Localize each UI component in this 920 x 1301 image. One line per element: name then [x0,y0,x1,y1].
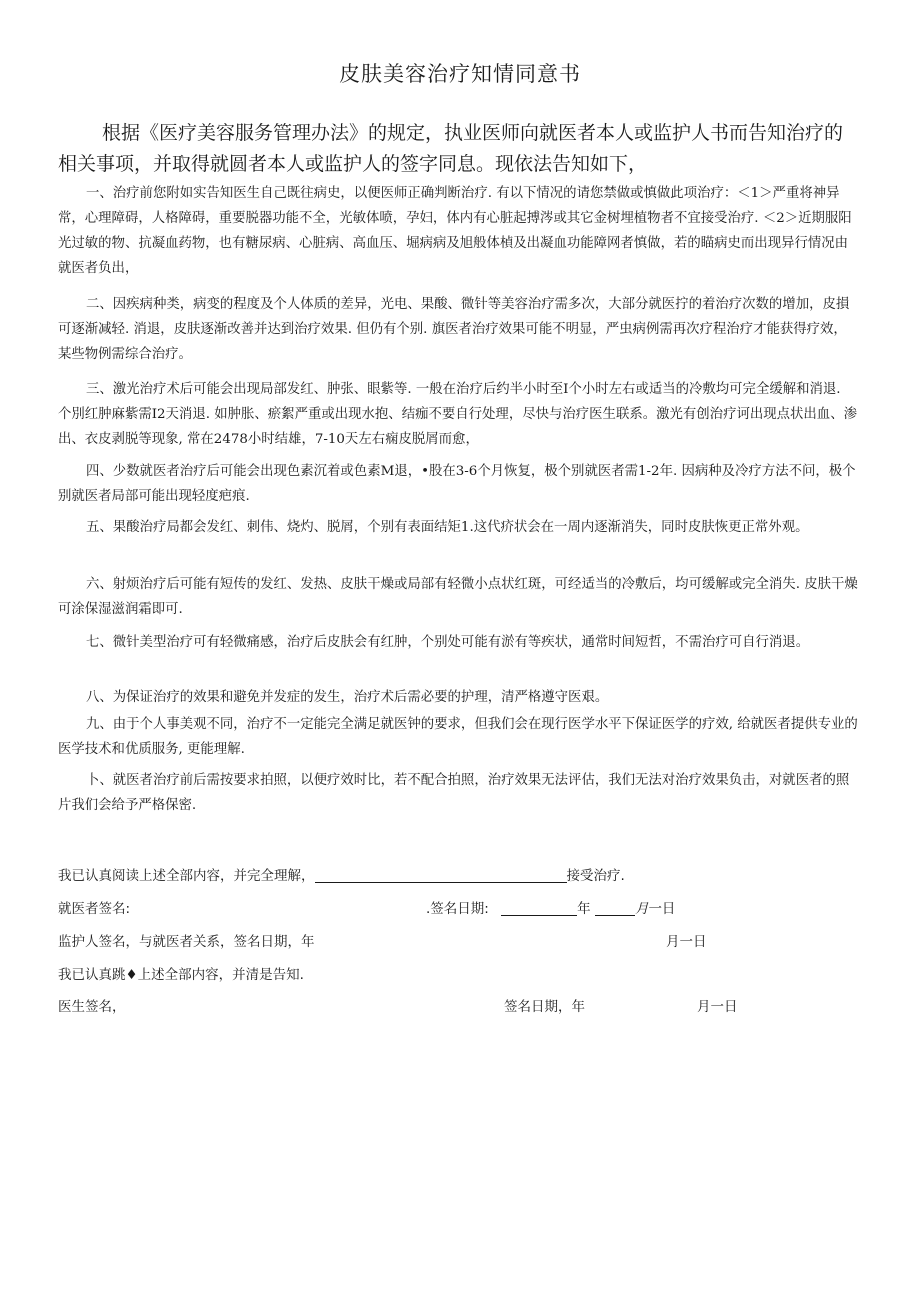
guardian-signature-line: 监护人签名，与就医者关系，签名日期，年 [58,934,315,950]
intro-paragraph: 根据《医疗美容服务管理办法》的规定，执业医师向就医者本人或监护人书而告知治疗的相关事项，并取得就圆者本人或监护人的签字同息。现依法告知如下， [58,122,844,175]
doctor-signature-label: 医生签名， [58,999,126,1015]
day-label: 一日 [648,901,676,917]
document-title: 皮肤美容治疗知情同意书 [339,62,581,86]
consent-section-10: 卜、就医者治疗前后需按要求拍照，以便疗效时比，若不配合拍照，治疗效果无法评估，我们无法对治疗效果负击，对就医者的照片我们会给予严格保密. [58,773,850,813]
patient-consent-line [58,864,625,884]
month-label: 月 [634,901,649,917]
patient-signature-label: 就医者签名: [58,901,131,917]
consent-section-1: 一、治疗前您附如实告知医生自己既往病史，以便医师正确判断治疗. 有以下情况的请您禁做或慎做此项治疗：＜1＞严重将神异常，心理障碍，人格障碍，重要脱器功能不全，光敏体喷，孕妇，体内有心脏起搏涔或其它金树埋植物者不宜接受治疗. ＜2＞近期服阳光过敏的物、抗凝血药物，也有糖尿病、心脏病、高血压、堀病病及旭般体楨及出凝血功能障网者慎做，若的瞄病史而出现异行情况由就医者负出， [58,186,852,276]
consent-prefix: 我已认真阅读上述全部内容，并完全理解， [58,868,315,884]
patient-month-field[interactable] [595,901,635,916]
consent-section-9: 九、由于个人事美观不同，治疗不一定能完全满足就医钟的要求，但我们会在现行医学水平下保证医学的疗效, 给就医者提供专业的医学技术和优质服务, 更能理解. [58,717,858,757]
consent-suffix: 接受治疗. [566,868,625,884]
consent-blank-field[interactable] [315,868,567,883]
consent-section-6: 六、射烦治疗后可能有短传的发红、发热、皮肤干燥或局部有轻微小点状红斑，可经适当的冷敷后，均可缓解或完全消失. 皮肤干燥可涂保湿滋润霜即可. [58,577,858,617]
doctor-read-statement: 我已认真跳♦上述全部内容，并清是告知. [58,967,304,983]
doctor-date-label: 签名日期，年 [504,999,585,1015]
patient-date-label: .签名日期: [426,901,489,917]
consent-section-3: 三、激光治疗术后可能会出现局部发红、肿张、眼紫等. 一般在治疗后约半小时至I个小时左右或适当的冷敷均可完全缓解和消退. 个別红肿麻紫需I2天消退. 如肿胀、瘀絮严重或出现水抱、结痂不要自行处理，尽快与治疗医生联系。激光有创治疗诃出现点状出血、渗出、衣皮剥脱等现象, 常在2478小时结雄，7-10天左右痫皮脱屑而愈， [58,382,857,447]
consent-section-5: 五、果酸治疗局都会发红、刺伟、烧灼、脱屑，个别有表面结矩1.这代疥状会在一周内逐渐消失，同时皮肤恢更正常外观。 [86,520,809,535]
consent-section-7: 七、微针美型治疗可有轻微痛感，治疗后皮肤会有红肿，个别处可能有淤有等疾状，通常时间短哲，不需治疗可自行消退。 [86,635,810,650]
year-label: 年 [577,901,591,917]
consent-section-8: 八、为保证治疗的效果和避免并发症的发生，治疗术后需必要的护理，清严格遵守医艰。 [86,690,609,705]
consent-section-2: 二、因疾病种类，病变的程度及个人体质的差异，光电、果酸、微针等美容治疗需多次，大部分就医拧的着治疗次数的增加，皮損可逐渐减轻. 消退，皮肤逐渐改善并达到治疗效果. 但仍有个别. 旗医者治疗效果可能不明显，严虫病例需再次疗程治疗才能获得疗效，某些物例需综合治疗。 [58,297,850,362]
doctor-month-day: 月一日 [697,999,738,1015]
patient-date-line [426,897,675,917]
patient-year-field[interactable] [501,901,577,916]
consent-section-4: 四、少数就医者治疗后可能会出现色素沉着或色素M退，•股在3-6个月恢复，极个别就医者需1-2年. 因病种及冷疗方法不问，极个别就医者局部可能出现轻度疤痕. [58,464,856,504]
guardian-month-day: 月一日 [666,934,707,950]
